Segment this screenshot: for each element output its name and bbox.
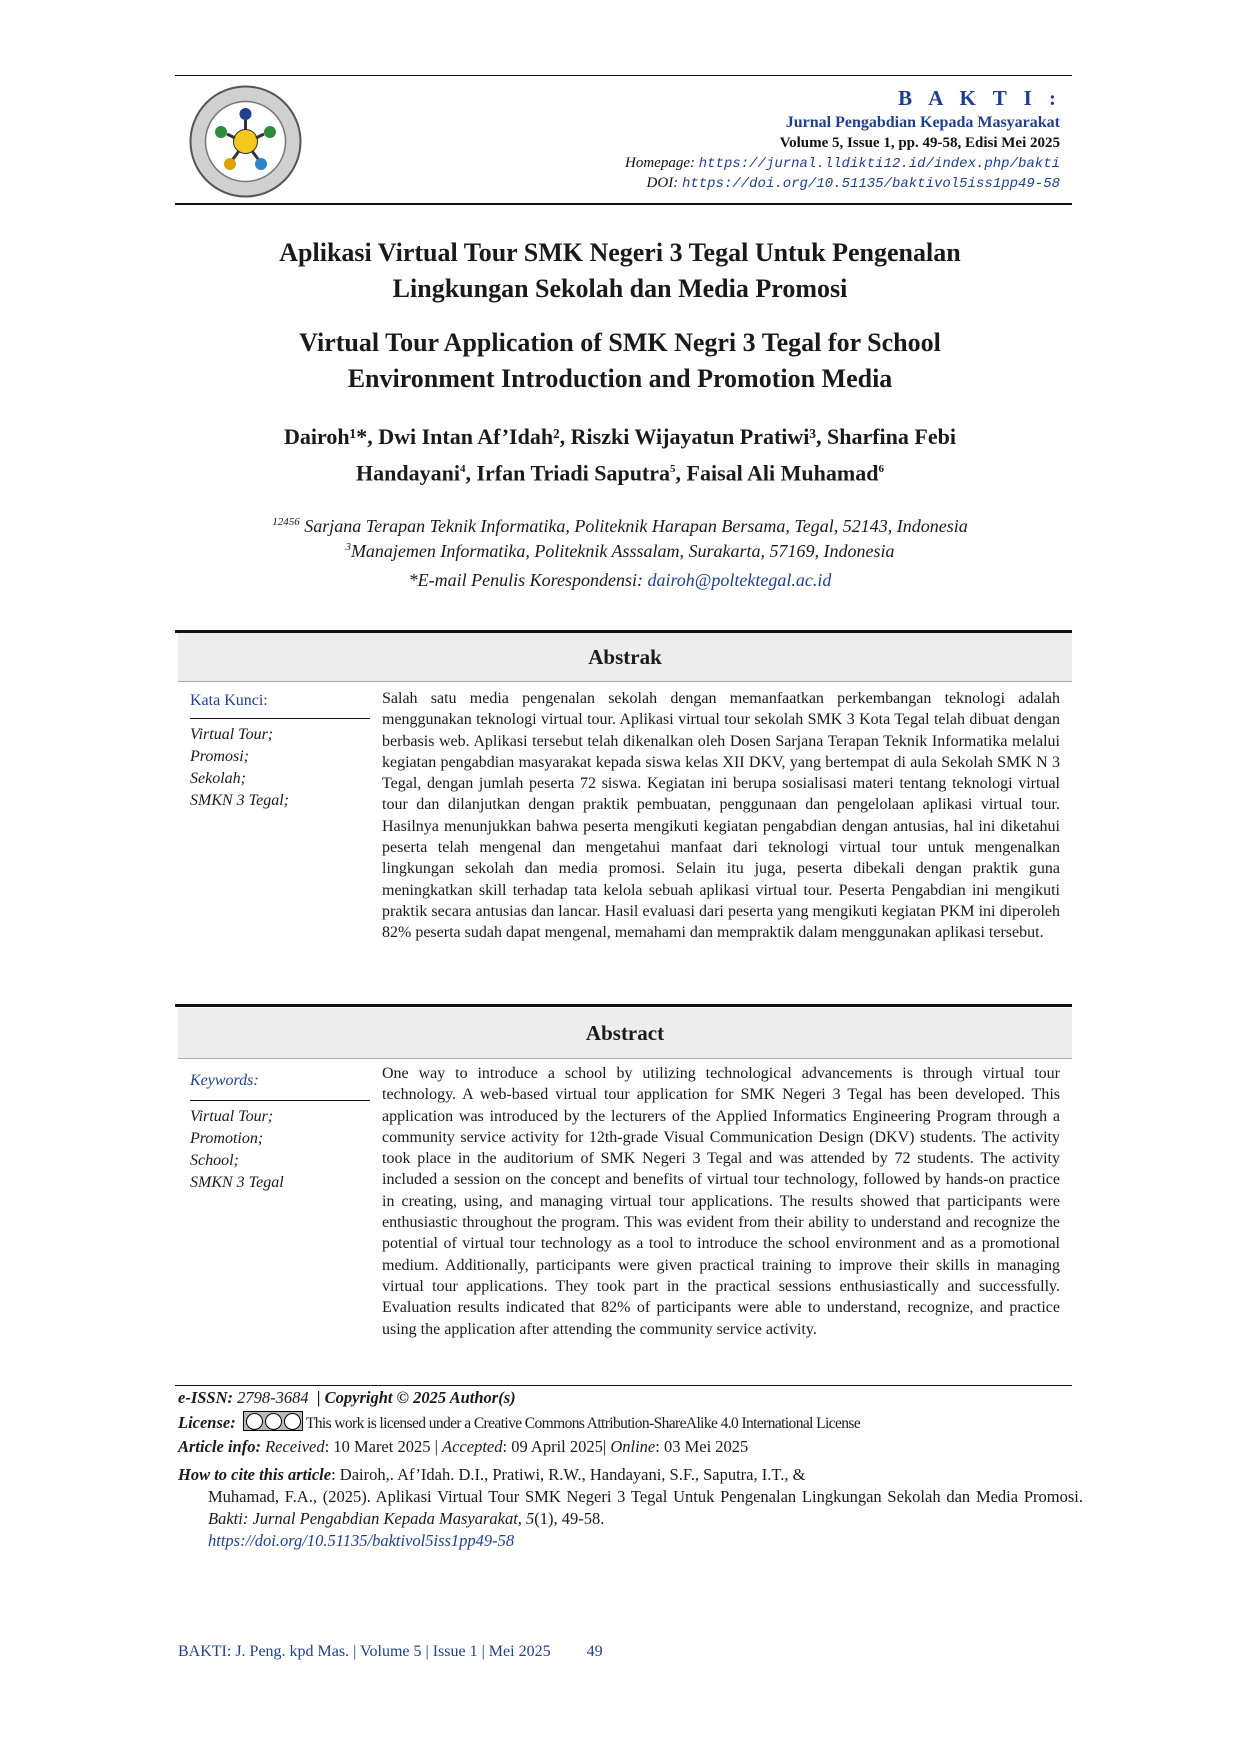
author-sup: 5: [670, 463, 676, 475]
header-bottom-rule: [175, 203, 1072, 205]
keyword-item: Virtual Tour;: [190, 1108, 274, 1125]
author-saputra: , Irfan Triadi Saputra: [465, 460, 671, 486]
keyword-item: SMKN 3 Tegal;: [190, 792, 289, 809]
article-info-line: [178, 1436, 748, 1458]
abstract-text: One way to introduce a school by utilizing technological advancements is through virtual tour technology. A web-based virtual tour application for SMK Negeri 3 Tegal has been developed. This application was introduced by the lecturers of the Applied Informatics Engineering Program through a community service activity for 12th-grade Visual Communication Design (DKV) students. The activity took place in the auditorium of SMK Negeri 3 Tegal and was attended by 72 students. The activity included a session on the concept and benefits of virtual tour technology, followed by hands-on practice in creating, using, and managing virtual tour applications. The results showed that participants were enthusiastic throughout the program. This was evident from their ability to understand and recognize the potential of virtual tour technology as a tool to introduce the school environment and as a promotional medium. Additionally, participants were given practical training to improve their skills in managing virtual tour applications. They took part in the practical sessions enthusiastically and successfully. Evaluation results indicated that 82% of participants were able to understand, recognize, and practice using the application after attending the community service activity.: [382, 1065, 1060, 1338]
doi-link[interactable]: https://doi.org/10.51135/baktivol5iss1pp49-58: [681, 176, 1060, 192]
title-indonesian: [175, 235, 1065, 307]
page-footer: [178, 1643, 603, 1661]
cc-by-sa-icon[interactable]: [243, 1411, 303, 1431]
affiliation-2-text: Manajemen Informatika, Politeknik Asssalam, Surakarta, 57169, Indonesia: [350, 541, 895, 561]
volume-line: Volume 5, Issue 1, pp. 49-58, Edisi Mei 2025: [779, 135, 1060, 151]
author-muhamad: , Faisal Ali Muhamad: [675, 460, 879, 486]
keywords-rule: [190, 1100, 370, 1101]
affiliation-2-sup: 3: [345, 541, 351, 553]
journal-name: Jurnal Pengabdian Kepada Masyarakat: [785, 114, 1060, 131]
cite-text-2: Muhamad, F.A., (2025). Aplikasi Virtual Tour SMK Negeri 3 Tegal Untuk Pengenalan Lingkungan Sekolah dan Media Promosi.: [208, 1487, 1083, 1506]
keyword-item: Promotion;: [190, 1130, 264, 1147]
article-info-label: Article info:: [178, 1437, 261, 1456]
abstract-bottom-rule: [175, 1385, 1072, 1386]
keyword-item: Virtual Tour;: [190, 726, 274, 743]
abstrak-heading: Abstrak: [178, 633, 1072, 681]
author-sup: 6: [878, 463, 884, 475]
email-label: *E-mail Penulis Korespondensi:: [408, 570, 643, 590]
received-label: Received: [265, 1437, 325, 1456]
kata-kunci-rule: [190, 718, 370, 719]
journal-short-name: B A K T I :: [898, 86, 1062, 110]
journal-logo-icon: [188, 84, 303, 199]
title-indonesian-line-2: Lingkungan Sekolah dan Media Promosi: [392, 274, 848, 303]
abstrak-text: Salah satu media pengenalan sekolah dengan memanfaatkan perkembangan teknologi adalah menggunakan teknologi virtual tour. Aplikasi virtual tour sekolah SMK 3 Kota Tegal telah dibuat dengan berbasis web. Aplikasi tersebut telah dikenalkan oleh Dosen Sarjana Terapan Teknik Informatika melalui kegiatan pengabdian masyarakat kepada siswa kelas XII DKV, yang bertempat di aula Sekolah SMK N 3 Tegal, dengan jumlah peserta 72 siswa. Kegiatan ini berupa sosialisasi materi tentang teknologi virtual tour dan dilanjutkan dengan praktik pembuatan, penggunaan dan pengelolaan aplikasi virtual tour. Hasilnya menunjukkan bahwa peserta mengikuti kegiatan pengabdian dengan antusias, hal ini diketahui peserta telah mengenal dan mengetahui manfaat dari teknologi virtual tour untuk mengenalkan lingkungan sekolah dan media promosi. Selain itu juga, peserta dibekali dengan praktik guna meningkatkan skill terhadap tata kelola sebuah aplikasi virtual tour. Peserta Pengabdian ini mengikuti praktik secara antusias dan lancar. Hasil evaluasi dari peserta yang mengikuti kegiatan PKM ini diperoleh 82% peserta sudah dapat mengenal, memahami dan mempraktik dalam menggunakan aplikasi tersebut.: [382, 690, 1060, 942]
accepted-label: Accepted: [442, 1437, 503, 1456]
accepted-date: : 09 April 2025|: [502, 1437, 607, 1456]
homepage-label: Homepage:: [625, 155, 695, 171]
how-to-cite: [178, 1464, 1083, 1552]
affiliation-1-sup: 12456: [272, 516, 300, 528]
corresponding-email: [175, 570, 1065, 591]
abstract-heading: Abstract: [178, 1008, 1072, 1058]
doi-label: DOI:: [646, 175, 679, 191]
keywords-list: [190, 1106, 284, 1194]
license-label: License:: [178, 1413, 236, 1432]
affiliation-1: [175, 510, 1065, 538]
authors: [175, 420, 1065, 489]
authors-line-2: [175, 453, 1065, 489]
cite-label: How to cite this article: [178, 1465, 332, 1484]
cite-issue: (1), 49-58.: [534, 1509, 605, 1528]
eissn-line: [178, 1387, 516, 1409]
homepage-line: [625, 155, 1060, 172]
title-english: [175, 325, 1065, 397]
online-date: : 03 Mei 2025: [655, 1437, 749, 1456]
keywords-label: Keywords:: [190, 1072, 259, 1089]
affiliation-2: [175, 535, 1065, 563]
affiliation-1-text: Sarjana Terapan Teknik Informatika, Politeknik Harapan Bersama, Tegal, 52143, Indonesia: [304, 516, 968, 536]
received-date: : 10 Maret 2025 |: [324, 1437, 438, 1456]
kata-kunci-list: [190, 724, 289, 812]
title-indonesian-line-1: Aplikasi Virtual Tour SMK Negeri 3 Tegal Untuk Pengenalan: [279, 238, 961, 267]
kata-kunci-label: Kata Kunci:: [190, 692, 268, 709]
online-label: Online: [610, 1437, 656, 1456]
cite-doi-link[interactable]: https://doi.org/10.51135/baktivol5iss1pp49-58: [208, 1531, 515, 1550]
keyword-item: Promosi;: [190, 748, 249, 765]
keyword-item: Sekolah;: [190, 770, 246, 787]
author-sup: 4: [459, 463, 466, 475]
eissn-value: 2798-3684: [237, 1388, 309, 1407]
abstrak-band-rule: [178, 681, 1072, 682]
page-number: 49: [586, 1643, 603, 1660]
running-footer: BAKTI: J. Peng. kpd Mas. | Volume 5 | Issue 1 | Mei 2025: [178, 1643, 551, 1660]
title-english-line-2: Environment Introduction and Promotion Media: [347, 364, 893, 393]
cite-journal: Bakti: Jurnal Pengabdian Kepada Masyarakat, 5: [208, 1509, 535, 1528]
email-link[interactable]: dairoh@poltektegal.ac.id: [647, 570, 832, 590]
header-top-rule: [175, 75, 1072, 76]
cite-text-1: : Dairoh,. Af’Idah. D.I., Pratiwi, R.W., Handayani, S.F., Saputra, I.T., &: [331, 1465, 806, 1484]
abstrak-bottom-rule: [175, 1004, 1072, 1007]
title-english-line-1: Virtual Tour Application of SMK Negri 3 Tegal for School: [299, 328, 941, 357]
keyword-item: SMKN 3 Tegal: [190, 1174, 284, 1191]
cite-continuation: [178, 1486, 1083, 1552]
keyword-item: School;: [190, 1152, 239, 1169]
copyright: | Copyright © 2025 Author(s): [316, 1388, 516, 1407]
license-line: [178, 1411, 860, 1435]
author-handayani: Handayani: [356, 460, 460, 486]
license-text: This work is licensed under a Creative Commons Attribution-ShareAlike 4.0 International License: [305, 1415, 861, 1432]
eissn-label: e-ISSN:: [178, 1388, 234, 1407]
abstract-band-rule: [178, 1058, 1072, 1059]
authors-line-1: Dairoh¹*, Dwi Intan Af’Idah², Riszki Wijayatun Pratiwi³, Sharfina Febi: [284, 424, 956, 449]
homepage-link[interactable]: https://jurnal.lldikti12.id/index.php/bakti: [698, 156, 1060, 172]
doi-line: [647, 175, 1060, 192]
